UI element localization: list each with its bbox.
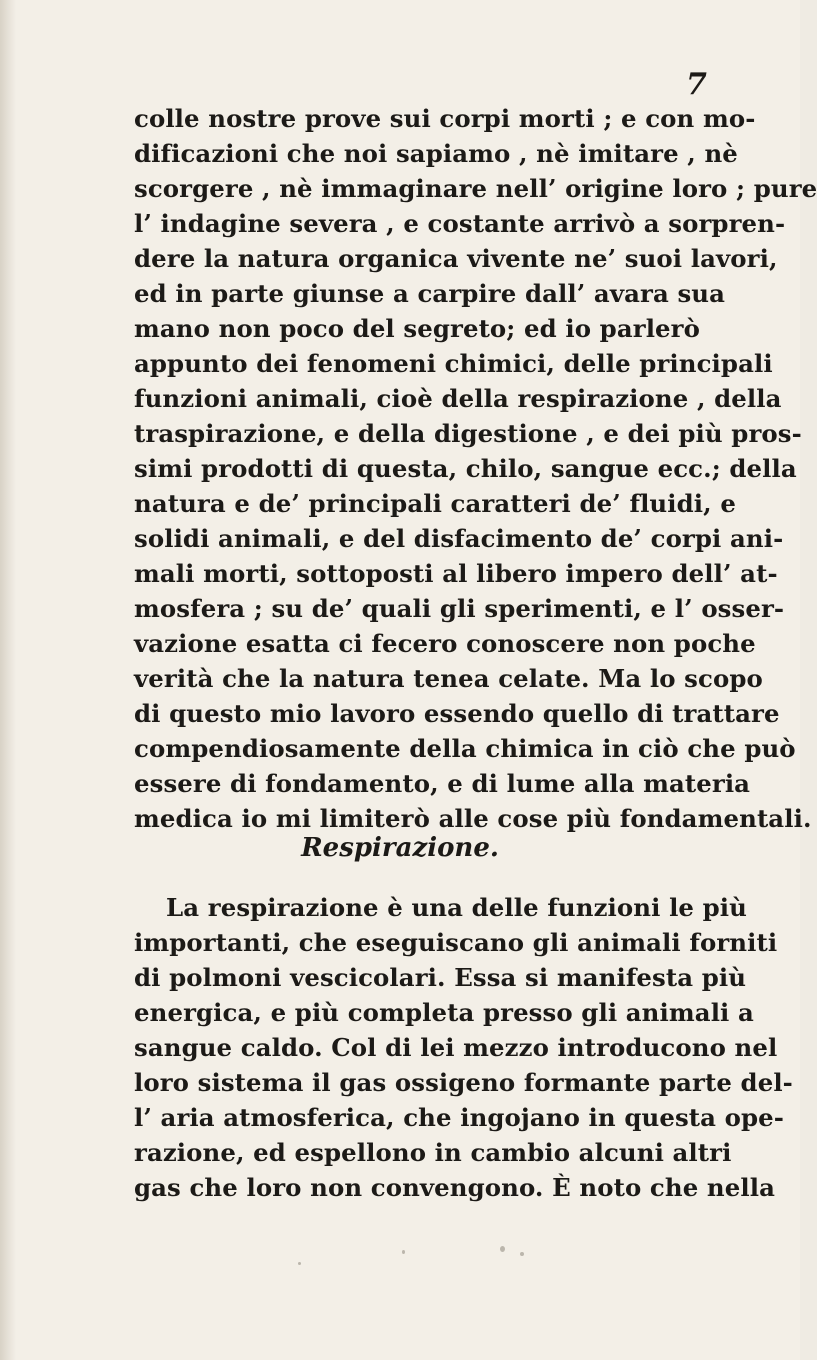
text-line: colle nostre prove sui corpi morti ; e con mo- xyxy=(134,104,756,133)
text-line: dificazioni che noi sapiamo , nè imitare , nè xyxy=(134,139,738,168)
text-line: essere di fondamento, e di lume alla materia xyxy=(134,769,751,798)
text-line: razione, ed espellono in cambio alcuni altri xyxy=(134,1138,732,1167)
text-line: compendiosamente della chimica in ciò che può xyxy=(134,734,796,763)
text-line: loro sistema il gas ossigeno formante parte del- xyxy=(134,1068,793,1097)
text-line: dere la natura organica vivente ne’ suoi lavori, xyxy=(134,244,778,273)
text-line: simi prodotti di questa, chilo, sangue ecc.; della xyxy=(134,454,797,483)
page-binding-shadow xyxy=(0,0,16,1360)
text-line: mano non poco del segreto; ed io parlerò xyxy=(134,314,700,343)
section-heading: Respirazione. xyxy=(301,833,499,863)
text-line: natura e de’ principali caratteri de’ fluidi, e xyxy=(134,489,736,518)
page-number: 7 xyxy=(686,67,707,102)
text-line: verità che la natura tenea celate. Ma lo scopo xyxy=(134,664,763,693)
text-line: solidi animali, e del disfacimento de’ corpi ani- xyxy=(134,524,784,553)
text-line: energica, e più completa presso gli animali a xyxy=(134,998,754,1027)
text-line: vazione esatta ci fecero conoscere non poche xyxy=(134,629,756,658)
text-line: di questo mio lavoro essendo quello di trattare xyxy=(134,699,780,728)
text-line: medica io mi limiterò alle cose più fondamentali. xyxy=(134,804,812,833)
text-line: scorgere , nè immaginare nell’ origine loro ; pure xyxy=(134,174,817,203)
paper-speck xyxy=(500,1246,505,1252)
text-line: sangue caldo. Col di lei mezzo introducono nel xyxy=(134,1033,778,1062)
paper-speck xyxy=(402,1250,405,1254)
text-line: l’ aria atmosferica, che ingojano in questa ope- xyxy=(134,1103,784,1132)
text-line: funzioni animali, cioè della respirazione , della xyxy=(134,384,782,413)
paper-speck xyxy=(520,1252,524,1256)
text-line: l’ indagine severa , e costante arrivò a sorpren- xyxy=(134,209,786,238)
paragraph-1 xyxy=(134,101,817,836)
text-line: gas che loro non convengono. È noto che nella xyxy=(134,1173,775,1202)
text-line: mali morti, sottoposti al libero impero dell’ at- xyxy=(134,559,778,588)
paragraph-2 xyxy=(134,890,793,1205)
text-line: importanti, che eseguiscano gli animali forniti xyxy=(134,928,778,957)
text-line: ed in parte giunse a carpire dall’ avara sua xyxy=(134,279,726,308)
text-line: di polmoni vescicolari. Essa si manifesta più xyxy=(134,963,747,992)
paper-speck xyxy=(298,1262,301,1265)
text-line: traspirazione, e della digestione , e dei più pros- xyxy=(134,419,802,448)
text-line: La respirazione è una delle funzioni le più xyxy=(166,893,747,922)
text-line: mosfera ; su de’ quali gli sperimenti, e l’ osser- xyxy=(134,594,785,623)
text-line: appunto dei fenomeni chimici, delle principali xyxy=(134,349,773,378)
